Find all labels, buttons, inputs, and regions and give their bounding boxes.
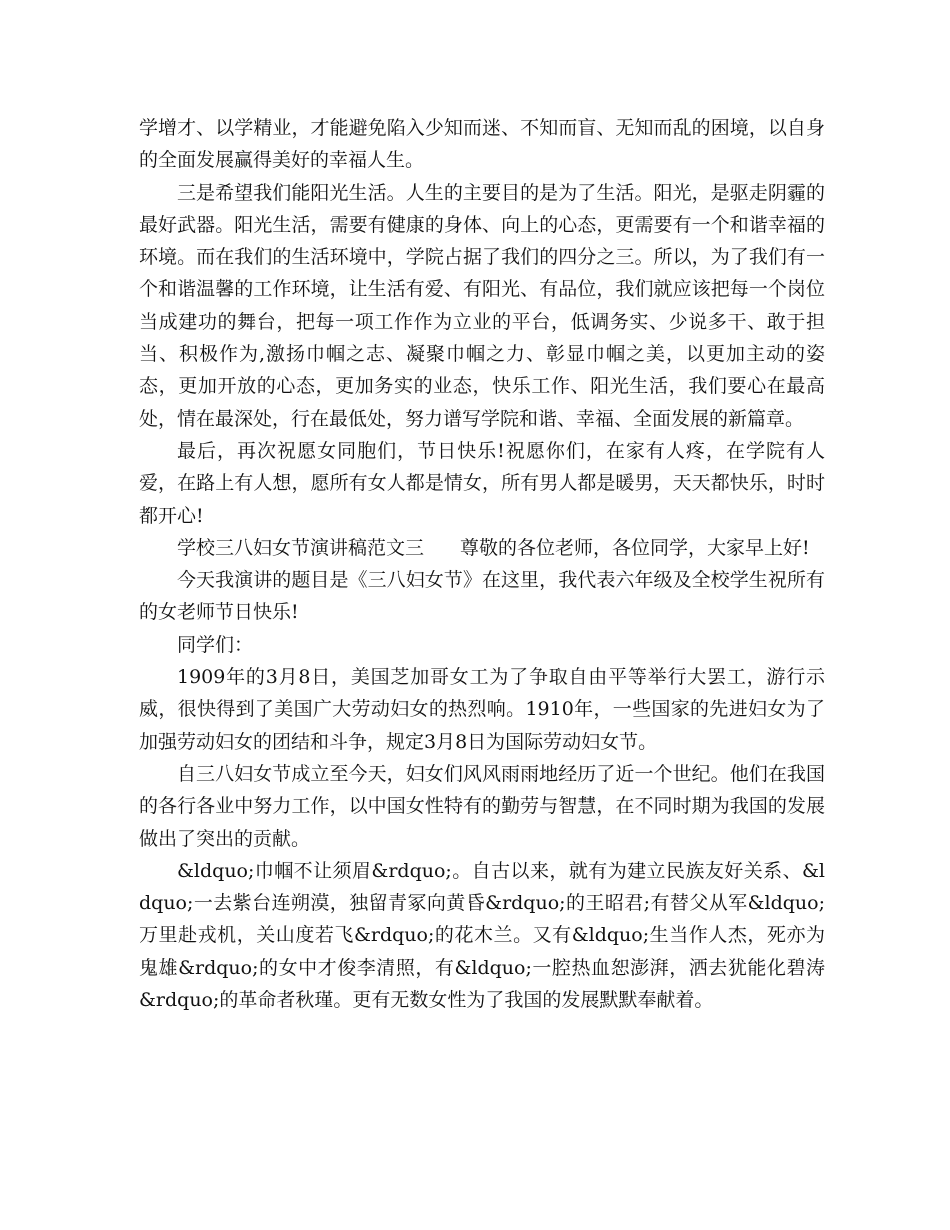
document-body xyxy=(139,112,825,1016)
paragraph-4 xyxy=(139,532,825,564)
paragraph-7: 1909年的3月8日，美国芝加哥女工为了争取自由平等举行大罢工，游行示威，很快得到了美国广大劳动妇女的热烈响。1910年，一些国家的先进妇女为了加强劳动妇女的团结和斗争，规定3月8日为国际劳动妇女节。 xyxy=(139,666,825,753)
paragraph-3: 最后，再次祝愿女同胞们，节日快乐!祝愿你们，在家有人疼，在学院有人爱，在路上有人想，愿所有女人都是情女，所有男人都是暖男，天天都快乐，时时都开心! xyxy=(139,439,825,527)
greeting-line: 尊敬的各位老师，各位同学，大家早上好! xyxy=(460,536,810,559)
paragraph-2: 三是希望我们能阳光生活。人生的主要目的是为了生活。阳光，是驱走阴霾的最好武器。阳光生活，需要有健康的身体、向上的心态，更需要有一个和谐幸福的环境。而在我们的生活环境中，学院占据了我们的四分之三。所以，为了我们有一个和谐温馨的工作环境，让生活有爱、有阳光、有品位，我们就应该把每一个岗位当成建功的舞台，把每一项工作作为立业的平台，低调务实、少说多干、敢于担当、积极作为,激扬巾帼之志、凝聚巾帼之力、彰显巾帼之美，以更加主动的姿态，更加开放的心态，更加务实的业态，快乐工作、阳光生活，我们要心在最高处，情在最深处，行在最低处，努力谱写学院和谐、幸福、全面发展的新篇章。 xyxy=(139,181,825,430)
paragraph-6: 同学们： xyxy=(177,633,254,656)
paragraph-1: 学增才、以学精业，才能避免陷入少知而迷、不知而盲、无知而乱的困境，以自身的全面发展赢得美好的幸福人生。 xyxy=(139,117,825,172)
paragraph-8: 自三八妇女节成立至今天，妇女们风风雨雨地经历了近一个世纪。他们在我国的各行各业中努力工作，以中国女性特有的勤劳与智慧，在不同时期为我国的发展做出了突出的贡献。 xyxy=(139,762,825,850)
paragraph-5: 今天我演讲的题目是《三八妇女节》在这里，我代表六年级及全校学生祝所有的女老师节日快乐! xyxy=(139,569,825,624)
section-title: 学校三八妇女节演讲稿范文三 xyxy=(177,536,425,559)
paragraph-9: &ldquo;巾帼不让须眉&rdquo;。自古以来，就有为建立民族友好关系、&ldquo;一去紫台连朔漠，独留青冢向黄昏&rdquo;的王昭君;有替父从军&ldquo;万里赴戎机，关山度若飞&rdquo;的花木兰。又有&ldquo;生当作人杰，死亦为鬼雄&rdquo;的女中才俊李清照，有&ldquo;一腔热血恕澎湃，洒去犹能化碧涛&rdquo;的革命者秋瑾。更有无数女性为了我国的发展默默奉献着。 xyxy=(139,859,825,1012)
